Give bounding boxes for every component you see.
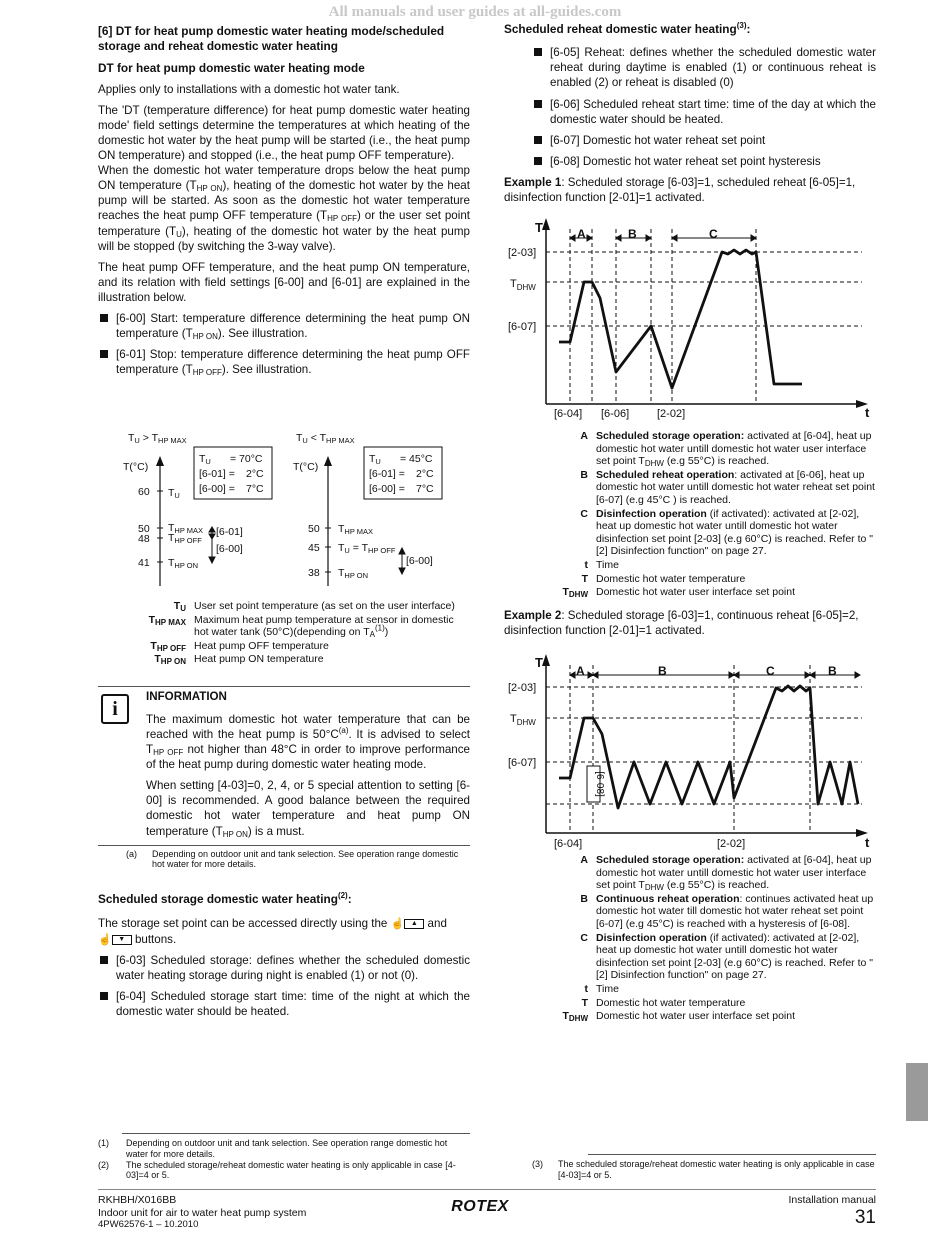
scale-legend: $T_U$ User set point temperature (as set on the user interface) $T_{HP MAX}$ Maximum heat pump temperature at sensor in domestic hot water tank (50°C)(depending on $T_A^{(1)}$) $T_{HP OFF}$ Heat pump OFF temperature $T_{HP ON}$ Heat pump ON temperature [148, 600, 455, 667]
svg-text:48: 48 [138, 533, 150, 545]
svg-text:B: B [628, 227, 637, 241]
paragraph-dt1: The 'DT (temperature difference) for heat pump domestic water heating mode' field settings determine the temperatures at which heating of the domestic hot water by the heat pump will be started (i.e., the heat pump ON temperature) and stopped (i.e., the heat pump OFF temperature). [98, 104, 470, 163]
page-tab-marker [906, 1063, 928, 1121]
arrow-up-button-icon: ▲ [404, 919, 424, 929]
brand-logo: ROTEX [451, 1198, 509, 1215]
example-1-graph [504, 214, 876, 424]
svg-text:[2-02]: [2-02] [657, 408, 686, 420]
graph2-y-axis: T [535, 655, 543, 670]
subheading-dt: DT for heat pump domestic water heating mode [98, 60, 365, 75]
svg-text:[6-00]: [6-00] [406, 555, 433, 567]
svg-text:[6-04]: [6-04] [554, 408, 583, 420]
svg-text:TU: TU [199, 453, 211, 466]
svg-text:B: B [658, 664, 667, 678]
storage-paragraph: The storage set point can be accessed directly using the ☝ ▲ and ☝ ▼ buttons. [98, 917, 447, 946]
svg-text:B: B [828, 664, 837, 678]
footer-divider [98, 1189, 876, 1190]
svg-text:60: 60 [138, 486, 150, 498]
svg-text:= 45°C: = 45°C [400, 453, 433, 465]
info-title: INFORMATION [146, 690, 227, 703]
graph2-x-axis: t [865, 835, 870, 850]
temperature-scale-diagram [98, 428, 470, 598]
example-1-text: Example 1: Scheduled storage [6-03]=1, scheduled reheat [6-05]=1, disinfection function [2-01]=1 activated. [504, 175, 856, 204]
info-footnote: (a) Depending on outdoor unit and tank selection. See operation range domestic hot water for more details. [98, 845, 470, 871]
arrow-down-button-icon: ▼ [112, 935, 132, 945]
svg-text:41: 41 [138, 557, 150, 569]
page-number: 31 [854, 1207, 876, 1228]
storage-section [98, 892, 470, 1025]
svg-text:[6-04]: [6-04] [554, 838, 583, 850]
svg-text:[2-03]: [2-03] [508, 247, 537, 259]
example-2-legend: A Scheduled storage operation: activated at [6-04], heat up domestic hot water untill domestic hot water user interface set point $T_{DHW}$ (e.g 55°C) is reached. B Continuous reheat operation: continues activated heat up domestic hot water till domestic hot water reheat set point [6-07] (e.g 45°C) is reached with a hysteresis of [6-08]. C Disinfection operation (if activated): activated at [2-02], heat up domestic hot water untill domestic hot water disinfection set point [2-03] (e.g 60°C) is reached. Refer to "[2] Disinfection function" on page 27. t Time T Domestic hot water temperature $T_{DHW}$ Domestic hot water user interface set point [562, 854, 874, 1024]
svg-text:= 70°C: = 70°C [230, 453, 263, 465]
bullet-6-05: [6-05] Reheat: defines whether the scheduled domestic water reheat during daytime is enabled (1) or continuous reheat is enabled (2) or reheat is disabled (0) [532, 45, 876, 90]
svg-text:A: A [577, 227, 586, 241]
svg-text:A: A [576, 664, 585, 678]
svg-text:C: C [709, 227, 718, 241]
scale-left-axis-label: T(°C) [123, 461, 149, 473]
info-paragraph-1: The maximum domestic hot water temperature that can be reached with the heat pump is $50^\circ C^{(a)}$. It is advised to select $T_{HP OFF}$ not higher than 48°C in order to improve performance of the heat pump during domestic water heating mode. [146, 713, 470, 772]
svg-text:7°C: 7°C [416, 483, 434, 495]
footer-code: 4PW62576-1 – 10.2010 [98, 1219, 199, 1231]
svg-text:[2-02]: [2-02] [717, 838, 746, 850]
bullet-6-03: [6-03] Scheduled storage: defines whether the scheduled domestic water heating storage during night is enabled (1) or not (0). [98, 953, 470, 983]
info-paragraph-2: When setting [4-03]=0, 2, 4, or 5 special attention to setting [6-00] is recommended. A good balance between the required domestic hot water temperature and heat pump ON temperature $(T_{HP ON})$ is a must. [146, 779, 470, 839]
svg-text:[6-00]: [6-00] [216, 543, 243, 555]
right-footnote: (3) The scheduled storage/reheat domestic water heating is only applicable in case [4-03]=4 or 5. [588, 1154, 876, 1181]
example-2-text: Example 2: Scheduled storage [6-03]=1, continuous reheat [6-05]=2, disinfection function [2-01]=1 activated. [504, 609, 859, 638]
footer-manual: Installation manual [788, 1194, 876, 1206]
right-column [504, 22, 876, 211]
footer-model: RKHBH/X016BB [98, 1194, 177, 1206]
svg-text:45: 45 [308, 542, 320, 554]
example-1-legend: A Scheduled storage operation: activated at [6-04], heat up domestic hot water untill domestic hot water user interface set point $T_{DHW}$ (e.g 55°C) is reached. B Scheduled reheat operation: activated at [6-06], heat up domestic hot water untill domestic hot water reheat set point [6-07] (e.g 45°C ) is reached. C Disinfection operation (if activated): activated at [2-02], heat up domestic hot water untill domestic hot water disinfection set point [2-03] (e.g 60°C) is reached. Refer to "[2] Disinfection function" on page 27. t Time T Domestic hot water temperature $T_{DHW}$ Domestic hot water user interface set point [562, 430, 875, 600]
svg-text:TU: TU [168, 487, 180, 500]
bullet-6-00: [6-00] Start: temperature difference determining the heat pump ON temperature $(T_{HP ON})$. See illustration. [98, 311, 470, 341]
hand-down-button-icon: ☝ [98, 933, 112, 946]
svg-text:TDHW: $T_{DHW}$ [510, 713, 536, 727]
section-heading: [6] DT for heat pump domestic water heating mode/scheduled storage and reheat domestic water heating [98, 24, 445, 54]
svg-text:[6-06]: [6-06] [601, 408, 630, 420]
graph1-x-axis: t [865, 405, 870, 420]
paragraph-dt2: When the domestic hot water temperature drops below the heat pump ON temperature $(T_{HP ON})$, heating of the domestic hot water by the heat pump will be started. As soon as the domestic hot water temperature reaches the heat pump OFF temperature $(T_{HP OFF})$ or the user set point temperature $(T_U)$, heating of the domestic hot water by the heat pump will be stopped (by switching the 3-way valve). [98, 164, 471, 253]
information-box [98, 686, 470, 870]
svg-text:2°C: 2°C [246, 468, 264, 480]
bullet-6-06: [6-06] Scheduled reheat start time: time of the day at which the domestic water should be heated. [532, 97, 876, 127]
svg-text:THP ON: THP ON [338, 567, 369, 580]
svg-text:50: 50 [138, 523, 150, 535]
scale-right-axis-label: T(°C) [293, 461, 319, 473]
scale-right-title: TU < THP MAX [296, 432, 355, 445]
scale-left-title: TU > THP MAX [128, 432, 187, 445]
bullet-6-01: [6-01] Stop: temperature difference determining the heat pump OFF temperature $(T_{HP OFF})$. See illustration. [98, 347, 470, 377]
graph1-y-axis: T [535, 220, 543, 235]
left-column [98, 24, 470, 383]
svg-text:[6-00] =: [6-00] = [199, 483, 235, 495]
hand-up-button-icon: ☝ [390, 918, 405, 931]
storage-heading: Scheduled storage domestic water heating$^{(2)}$: [98, 891, 352, 906]
paragraph-dt3: The heat pump OFF temperature, and the heat pump ON temperature, and its relation with field settings [6-00] and [6-01] are explained in the illustration below. [98, 260, 470, 304]
reheat-heading: Scheduled reheat domestic water heating$^{(3)}$: [504, 21, 751, 36]
svg-text:C: C [766, 664, 775, 678]
svg-text:38: 38 [308, 567, 320, 579]
footer-left [98, 1194, 306, 1231]
svg-text:TU: TU [369, 453, 381, 466]
svg-text:[6-00] =: [6-00] = [369, 483, 405, 495]
svg-text:[6-01] =: [6-01] = [369, 468, 405, 480]
svg-text:THP OFF: THP OFF [168, 532, 202, 545]
bullet-6-08: [6-08] Domestic hot water reheat set point hysteresis [532, 154, 876, 169]
svg-text:[6-07]: [6-07] [508, 321, 537, 333]
paragraph-applies: Applies only to installations with a domestic hot water tank. [98, 82, 400, 96]
svg-text:THP ON: THP ON [168, 557, 199, 570]
svg-text:[6-08]: [6-08] [594, 771, 605, 797]
info-icon: i [101, 694, 129, 724]
svg-text:TDHW: $T_{DHW}$ [510, 278, 536, 292]
svg-text:[2-03]: [2-03] [508, 682, 537, 694]
svg-text:7°C: 7°C [246, 483, 264, 495]
svg-text:[6-07]: [6-07] [508, 757, 537, 769]
svg-text:50: 50 [308, 523, 320, 535]
svg-text:THP MAX: THP MAX [168, 522, 204, 535]
watermark: All manuals and user guides at all-guides.com [328, 4, 622, 20]
svg-text:2°C: 2°C [416, 468, 434, 480]
svg-text:TU = THP OFF: TU = THP OFF [338, 542, 396, 555]
footer-description: Indoor unit for air to water heat pump system [98, 1206, 307, 1219]
svg-text:[6-01]: [6-01] [216, 526, 243, 538]
left-footnotes: (1) Depending on outdoor unit and tank selection. See operation range domestic hot water for more details. (2) The scheduled storage/reheat domestic water heating is only applicable in case [4-03]=4 or 5. [122, 1133, 470, 1181]
svg-text:THP MAX: THP MAX [338, 523, 374, 536]
bullet-6-07: [6-07] Domestic hot water reheat set point [532, 133, 876, 148]
svg-text:[6-01] =: [6-01] = [199, 468, 235, 480]
bullet-6-04: [6-04] Scheduled storage start time: time of the night at which the domestic water should be heated. [98, 989, 470, 1019]
example-2-graph [504, 650, 876, 855]
